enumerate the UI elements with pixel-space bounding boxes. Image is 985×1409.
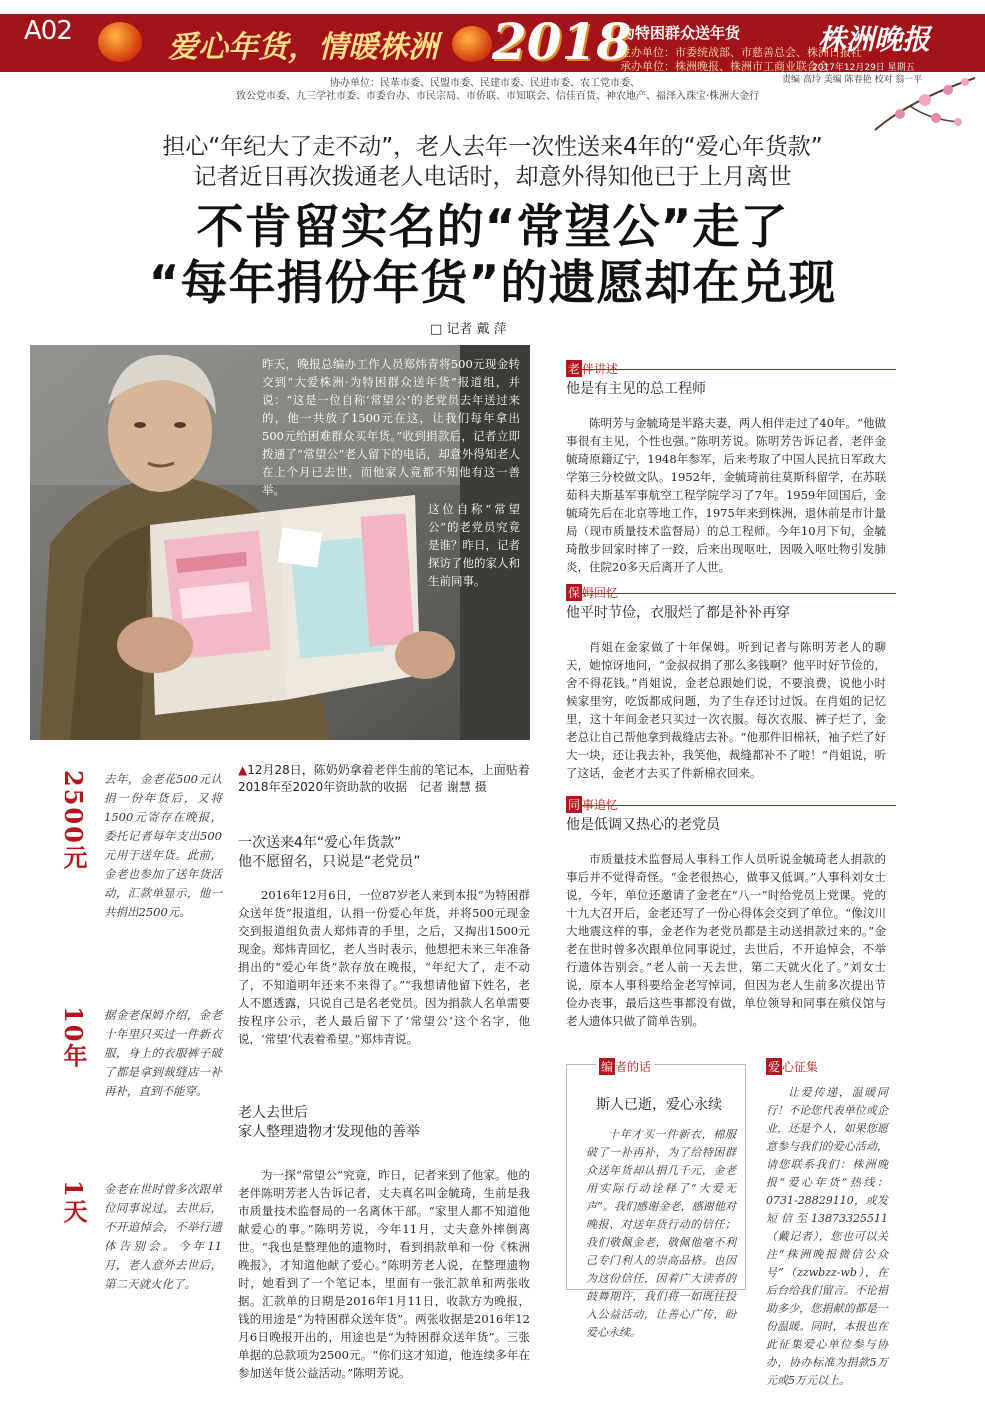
newspaper-logo: 株洲晚报: [818, 23, 931, 56]
fact-text-10-years: 据金老保姆介绍，金老十年里只买过一件新衣服，身上的衣服裤子破了都是拿到裁缝店一补再补，直到不能穿。: [104, 1008, 222, 1098]
section-body-nanny: 肖姐在金家做了十年保姆。听到记者与陈明芳老人的聊天，她惊讶地问，“金叔叔捐了那么多钱啊？他平时好节俭的，舍不得花钱。”肖姐说，金老总跟她们说，不要浪费，说他小时候家里穷，吃饭都成问题，为了生存还讨过饭。在肖姐的记忆里，这十年间金老只买过一次衣服。每次衣服、裤子烂了，金老总让自己帮他拿到裁缝店去补。“他那件旧棉袄，袖子烂了好大一块，还让我去补，我笑他，裁缝都补不了啦！”肖姐说，听了这话，金老才去买了件新棉衣回来。: [566, 640, 886, 780]
co-organizers-line-2: 致公党市委、九三学社市委、市委台办、市民宗局、市侨联、市知联会、信佳百货、神农地产、福泽入珠宝·株洲大金行: [236, 91, 760, 102]
caption-marker-icon: ▲: [238, 763, 248, 777]
lantern-icon: [98, 22, 142, 62]
issue-date: 2017年12月29日 星期五: [812, 63, 915, 73]
editor-note-body: 十年才买一件新衣，棉服破了一补再补，为了给特困群众送年货却认捐几千元，金老用实际行动诠释了“大爱无声”。我们感谢金老，感谢他对晚报、对送年货行动的信任；我们敬佩金老，敬佩他毫不利己专门利人的崇高品格。也因为这份信任，因着广大读者的鼓舞期许，我们将一如既往投入公益活动，让善心广传，盼爱心永续。: [586, 1128, 736, 1339]
fact-number-1-day: 1天: [59, 1180, 88, 1225]
banner-hosts: 承办单位：株洲晚报、株洲市工商业联合会: [620, 60, 829, 73]
page-banner: [0, 0, 985, 102]
banner-year: 2018: [492, 12, 632, 71]
tag-first-char: 老: [568, 362, 581, 376]
editor-credits: 责编 高玲 美编 陈春艳 校对 翁一平: [782, 75, 923, 85]
call-for-love-tag: [766, 1058, 818, 1075]
caption-text: 12月28日，陈奶奶拿着老伴生前的笔记本，上面贴着2018年至2020年资助款的收据 记者 谢慧 摄: [238, 763, 530, 794]
section-tag-nanny: [566, 584, 646, 602]
tag-first-char: 爱: [768, 1060, 781, 1074]
fact-text-1-day: 金老在世时曾多次跟单位同事说过，去世后，不开追悼会，不举行遗体告别会。今年11月，老人意外去世后，第二天就火化了。: [104, 1182, 222, 1291]
tag-first-char: 保: [568, 586, 581, 600]
section-body-wife: 陈明芳与金毓琦是半路夫妻，两人相伴走过了40年。“他做事很有主见，个性也强。”陈明芳说。陈明芳告诉记者，老伴金毓琦原籍辽宁，1948年参军，后来考取了中国人民抗日军政大学第三分校做文队。1952年，金毓琦前往莫斯科留学，在苏联茹科夫斯基军事航空工程学院学习了7年。1959年回国后，金毓琦先后在北京等地工作，1975年来到株洲，退休前是市计量局（现市质量技术监督局）的总工程师。今年10月下旬，金毓琦散步回家时摔了一跤，后来出现呕吐，因吸入呕吐物引发肺炎，住院20多天后离开了人世。: [566, 416, 886, 574]
kicker-line-1: 担心“年纪大了走不动”，老人去年一次性送来4年的“爱心年货款”: [162, 134, 823, 160]
photo-caption: [238, 762, 530, 796]
banner-title: 爱心年货，情暖株洲: [168, 30, 438, 65]
headline-line-1: 不肯留实名的“常望公”走了: [196, 200, 789, 255]
tag-rest: 者的话: [615, 1060, 652, 1074]
body-donation: 2016年12月6日，一位87岁老人来到本报“为特困群众送年货”报道组，认捐一份爱心年货，并将500元现金交到报道组负责人郑炜青的手里，之后，又掏出1500元现金。郑炜青回忆，老人当时表示，他想把未来三年准备捐出的“爱心年货”款存放在晚报，“年纪大了，走不动了，不知道明年还来不来得了。”“我想请他留下姓名，老人不愿透露，只说自己是名老党员。因为捐款人名单需要按程序公示，老人最后留下了‘常望公’这个名字，他说，‘常望’代表着希望。”郑炜青说。: [238, 888, 530, 1046]
lead-paragraph: 昨天，晚报总编办工作人员郑炜青将500元现金转交到“大爱株洲·为特困群众送年货”报道组，并说：“这是一位自称‘常望公’的老党员去年送过来的，他一共放了1500元在这，让我们每年拿出500元给困难群众买年货。”收到捐款后，记者立即拨通了“常望公”老人留下的电话，却意外得知老人在上个月已去世，而他家人竟都不知他有这一善举。: [262, 357, 520, 497]
tag-rest: 心征集: [782, 1060, 819, 1074]
subhead-discovery: 老人去世后 家人整理遗物才发现他的善举: [238, 1105, 420, 1140]
section-tag-wife: [566, 360, 646, 378]
tag-rest: 伴讲述: [582, 362, 619, 376]
co-organizers-line-1: 协办单位：民革市委、民盟市委、民建市委、民进市委、农工党市委、: [330, 78, 640, 89]
tag-first-char: 编: [601, 1060, 614, 1074]
headline-line-2: “每年捐份年货”的遗愿却在兑现: [148, 256, 837, 311]
editor-note-tag: [596, 1058, 654, 1075]
section-body-colleague: 市质量技术监督局人事科工作人员听说金毓琦老人捐款的事后并不觉得奇怪。“金老很热心，做事又低调。”人事科刘女士说，今年，单位还邀请了金老在“八一”时给党员上党课。党的十九大召开后，金老还写了一份心得体会交到了单位。“像汶川大地震这样的事，金老作为老党员都是主动送捐款过来的。”金老在世时曾多次跟单位同事说过，去世后，不开追悼会，不举行遗体告别会。”老人前一天去世，第二天就火化了。”刘女士说，原本人事科要给金老写悼词，但因为老人生前多次提出节俭办丧事，最后这些事都没有做，单位领导和同事在殡仪馆与老人遗体只做了简单告别。: [566, 852, 886, 1028]
tag-first-char: 同: [568, 798, 581, 812]
fact-text-2500: 去年，金老花500元认捐一份年货后，又将1500元寄存在晚报，委托记者每年支出500元用于送年货。此前，金老也参加了送年货活动，汇款单显示，他一共捐出2500元。: [104, 772, 222, 919]
section-title-nanny: 他平时节俭，衣服烂了都是补补再穿: [566, 605, 790, 621]
banner-slogan: 为特困群众送年货: [620, 24, 741, 42]
banner-organizers: 主办单位：市委统战部、市慈善总会、株洲日报社: [620, 46, 862, 59]
tag-rest: 姆回忆: [582, 586, 619, 600]
tag-rest: 事追忆: [582, 798, 619, 812]
fact-number-10-years: 10年: [59, 1006, 88, 1070]
editor-note-title: 斯人已逝，爱心永续: [596, 1097, 722, 1113]
byline: □ 记者 戴 萍: [430, 322, 507, 337]
lantern-icon: [452, 26, 492, 62]
body-discovery: 为一探“常望公”究竟，昨日，记者来到了他家。他的老伴陈明芳老人告诉记者，丈夫真名叫金毓琦，生前是我市质量技术监督局的一名离休干部。“家里人都不知道他献爱心的事。”陈明芳说，今年11月，丈夫意外摔倒离世。“我也是整理他的遗物时，看到捐款单和一份《株洲晚报》，才知道他献了爱心。”陈明芳老人说，在整理遗物时，她看到了一个笔记本，里面有一张汇款单和两张收据。汇款单的日期是2016年1月11日，收款方为晚报，钱的用途是“为特困群众送年货”。两张收据是2016年12月6日晚报开出的，用途也是“为特困群众送年货”。三张单据的总款项为2500元。“你们这才知道，他连续多年在参加送年货公益活动。”陈明芳说。: [238, 1168, 530, 1380]
section-title-wife: 他是有主见的总工程师: [566, 381, 706, 397]
page-number: A02: [24, 16, 72, 46]
subhead-donation: 一次送来4年“爱心年货款” 他不愿留名，只说是“老党员”: [238, 835, 421, 870]
call-for-love-body: 让爱传递，温暖同行！不论您代表单位或企业，还是个人，如果您愿意参与我们的爱心活动，请您联系我们：株洲晚报“爱心年货”热线：0731-28829110，或发短信至13873325511（戴记者），您也可以关注“株洲晚报微信公众号”（zzwbzz-wb），在后台给我们留言。不论捐助多少，您捐献的都是一份温暖。同时，本报也在此征集爱心单位参与协办，协办标准为捐款5万元或5万元以上。: [766, 1086, 888, 1387]
kicker-line-2: 记者近日再次拨通老人电话时，却意外得知他已于上月离世: [193, 164, 792, 190]
section-title-colleague: 他是低调又热心的老党员: [566, 817, 720, 833]
section-tag-colleague: [566, 796, 646, 814]
lead-question: 这位自称“常望公”的老党员究竟是谁？昨日，记者探访了他的家人和生前同事。: [428, 502, 520, 588]
fact-number-2500: 2500元: [59, 770, 88, 871]
